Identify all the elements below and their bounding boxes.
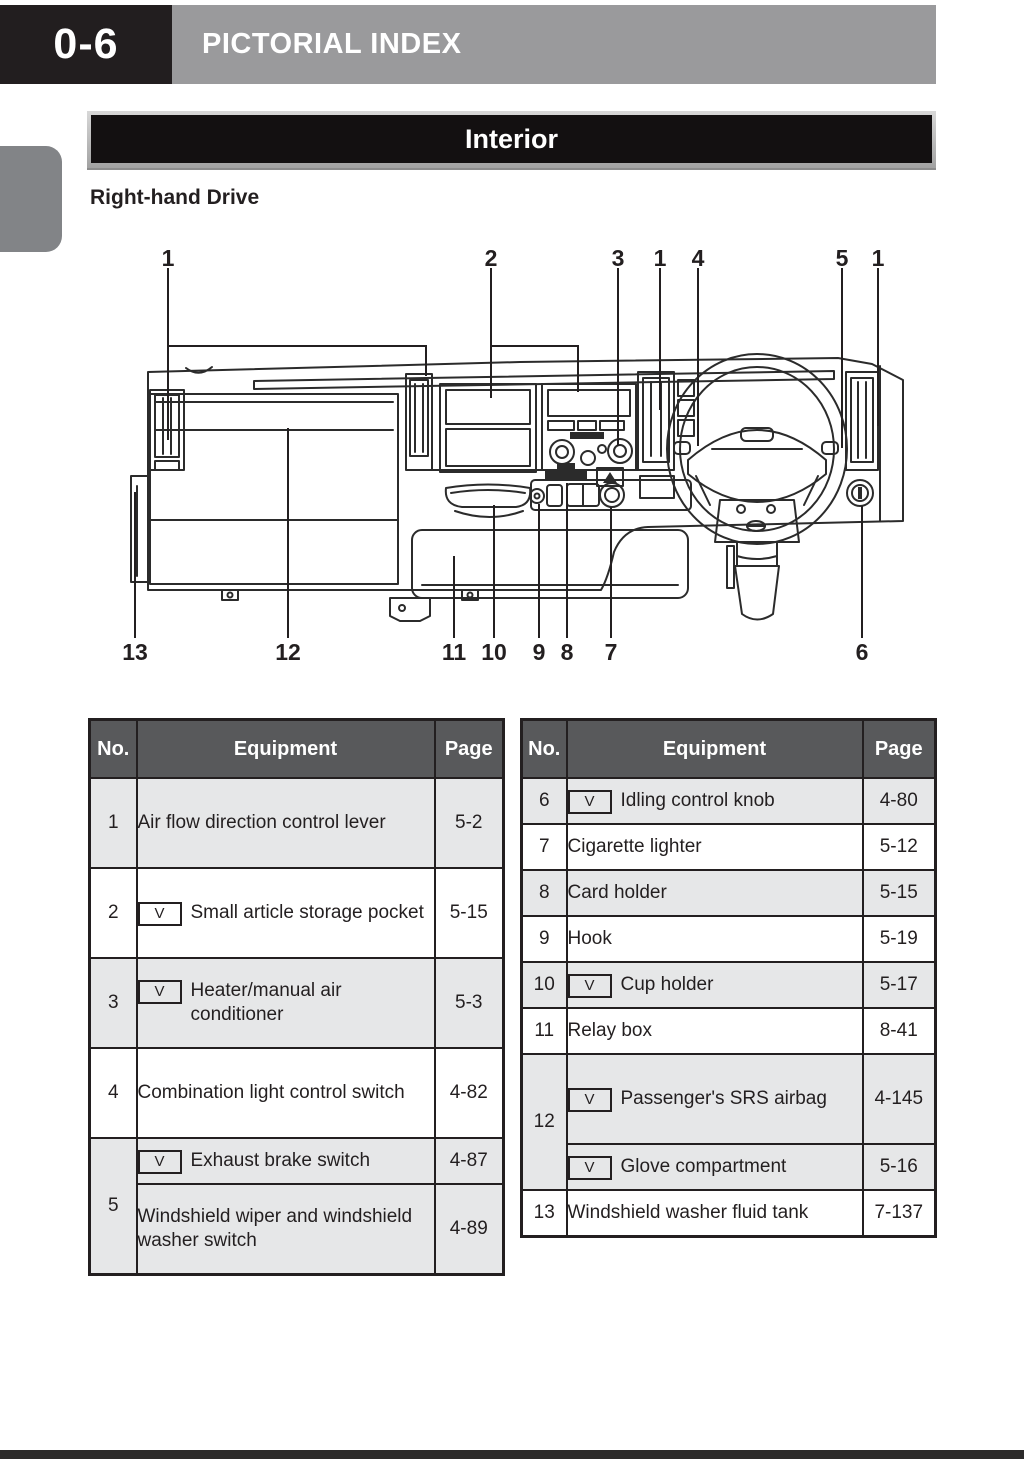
glove-compartment-panel — [150, 394, 398, 584]
equipment-number: 6 — [522, 778, 567, 824]
callout-number: 4 — [691, 245, 705, 271]
column-header: Page — [863, 720, 936, 779]
bottom-bracket — [390, 598, 430, 621]
page-reference: 5-12 — [863, 824, 936, 870]
equipment-label: Heater/manual air conditioner — [190, 980, 342, 1025]
right-air-vent — [846, 366, 880, 521]
callout-number: 11 — [441, 639, 467, 665]
callout-leader-line — [168, 268, 426, 440]
footer-rule — [0, 1450, 1024, 1459]
page-reference: 5-2 — [435, 778, 504, 868]
equipment-number: 3 — [90, 958, 137, 1048]
idling-control-knob — [847, 480, 873, 506]
page-reference: 7-137 — [863, 1190, 936, 1236]
callout-number: 1 — [653, 245, 667, 271]
equipment-number: 7 — [522, 824, 567, 870]
equipment-number: 2 — [90, 868, 137, 958]
table-row — [522, 962, 936, 1008]
dash-defroster-strip — [254, 371, 834, 389]
equipment-number: 8 — [522, 870, 567, 916]
equipment-label: Combination light control switch — [137, 1082, 405, 1103]
equipment-cell — [137, 778, 435, 868]
equipment-label: Passenger's SRS airbag — [620, 1087, 827, 1109]
page-reference: 5-15 — [863, 870, 936, 916]
equipment-label: Hook — [567, 928, 612, 949]
heater-control-panel — [542, 384, 636, 470]
callout-number: 10 — [481, 639, 507, 665]
page-reference: 5-16 — [863, 1144, 936, 1190]
page-reference: 4-89 — [435, 1184, 504, 1274]
page-reference: 5-3 — [435, 958, 504, 1048]
variant-marker-box: V — [568, 790, 612, 814]
callout-number: 6 — [855, 639, 869, 665]
switch-tray — [531, 480, 691, 510]
table-row — [522, 916, 936, 962]
callout-number: 7 — [604, 639, 618, 665]
card-holder — [545, 463, 587, 481]
callout-number: 1 — [871, 245, 885, 271]
table-row — [522, 1054, 936, 1144]
equipment-label: Exhaust brake switch — [190, 1149, 371, 1171]
equipment-number: 13 — [522, 1190, 567, 1236]
column-header: No. — [522, 720, 567, 779]
storage-pocket — [440, 384, 536, 472]
callout-number: 1 — [161, 245, 175, 271]
equipment-number: 10 — [522, 962, 567, 1008]
cup-holder — [446, 485, 530, 518]
steering-wheel — [667, 354, 847, 544]
dashboard-drawing — [131, 354, 903, 621]
table-row — [90, 1184, 504, 1274]
equipment-cell — [567, 916, 863, 962]
equipment-cell — [137, 868, 435, 958]
equipment-label: Windshield wiper and windshield washer switch — [137, 1205, 413, 1251]
equipment-cell — [567, 870, 863, 916]
steering-column — [715, 500, 799, 620]
callout-number: 5 — [835, 245, 849, 271]
table-row — [90, 778, 504, 868]
column-header: Equipment — [567, 720, 863, 779]
equipment-label: Cup holder — [620, 973, 714, 995]
equipment-cell — [137, 1184, 435, 1274]
equipment-cell — [567, 1144, 863, 1190]
variant-marker-box: V — [568, 1156, 612, 1180]
equipment-number: 12 — [522, 1054, 567, 1190]
callout-number: 13 — [122, 639, 148, 665]
table-row — [90, 868, 504, 958]
equipment-cell — [137, 958, 435, 1048]
callout-number: 9 — [532, 639, 546, 665]
equipment-number: 5 — [90, 1138, 137, 1274]
equipment-label: Cigarette lighter — [567, 836, 702, 857]
equipment-table — [520, 718, 937, 1238]
column-header: Page — [435, 720, 504, 779]
page-reference: 4-87 — [435, 1138, 504, 1184]
variant-marker-box: V — [138, 980, 182, 1004]
page-reference: 4-80 — [863, 778, 936, 824]
dash-outline — [148, 358, 903, 590]
table-row — [90, 1048, 504, 1138]
equipment-cell — [567, 778, 863, 824]
page-number-badge: 0-6 — [0, 5, 172, 84]
callout-leader-line — [491, 268, 578, 398]
hook — [530, 489, 544, 503]
equipment-cell — [567, 1054, 863, 1144]
washer-tank-area — [131, 476, 148, 582]
equipment-cell — [137, 1048, 435, 1138]
callout-number: 12 — [275, 639, 301, 665]
subsection-title: Right-hand Drive — [90, 186, 260, 209]
equipment-table — [88, 718, 505, 1276]
wiper-switch-stalk — [822, 442, 838, 454]
page-reference: 5-19 — [863, 916, 936, 962]
page-reference: 4-82 — [435, 1048, 504, 1138]
column-header: Equipment — [137, 720, 435, 779]
page-header — [0, 5, 936, 84]
dashboard-diagram — [0, 235, 1024, 680]
page-reference: 5-15 — [435, 868, 504, 958]
equipment-label: Windshield washer fluid tank — [567, 1201, 809, 1223]
center-air-vent — [406, 374, 432, 470]
table-row — [90, 1138, 504, 1184]
page-reference: 5-17 — [863, 962, 936, 1008]
dash-foot-right-screw — [468, 593, 473, 598]
callout-number: 2 — [484, 245, 498, 271]
equipment-table-left — [88, 718, 505, 1276]
equipment-label: Air flow direction control lever — [137, 812, 386, 833]
column-header: No. — [90, 720, 137, 779]
equipment-cell — [137, 1138, 435, 1184]
variant-marker-box: V — [568, 1088, 612, 1112]
equipment-cell — [567, 1190, 863, 1236]
equipment-label: Glove compartment — [620, 1155, 787, 1177]
callout-number: 8 — [560, 639, 574, 665]
equipment-number: 9 — [522, 916, 567, 962]
section-title-bar — [87, 111, 936, 168]
page-reference: 4-145 — [863, 1054, 936, 1144]
equipment-number: 4 — [90, 1048, 137, 1138]
page-header-title: PICTORIAL INDEX — [172, 5, 936, 84]
equipment-label: Small article storage pocket — [190, 901, 424, 923]
variant-marker-box: V — [138, 1150, 182, 1174]
equipment-table-right — [520, 718, 937, 1238]
combination-switch-stalk — [674, 442, 690, 454]
section-title: Interior — [91, 115, 932, 163]
dash-foot-left-screw — [228, 593, 233, 598]
table-row — [522, 1008, 936, 1054]
equipment-number: 11 — [522, 1008, 567, 1054]
equipment-cell — [567, 824, 863, 870]
equipment-number: 1 — [90, 778, 137, 868]
table-row — [522, 824, 936, 870]
table-row — [90, 958, 504, 1048]
table-row — [522, 870, 936, 916]
equipment-label: Idling control knob — [620, 789, 775, 811]
table-row — [522, 1190, 936, 1236]
page-reference: 8-41 — [863, 1008, 936, 1054]
table-row — [522, 778, 936, 824]
callout-number: 3 — [611, 245, 625, 271]
equipment-label: Card holder — [567, 882, 667, 903]
equipment-cell — [567, 1008, 863, 1054]
equipment-cell — [567, 962, 863, 1008]
variant-marker-box: V — [138, 902, 182, 926]
table-row — [522, 1144, 936, 1190]
equipment-label: Relay box — [567, 1020, 652, 1041]
variant-marker-box: V — [568, 974, 612, 998]
